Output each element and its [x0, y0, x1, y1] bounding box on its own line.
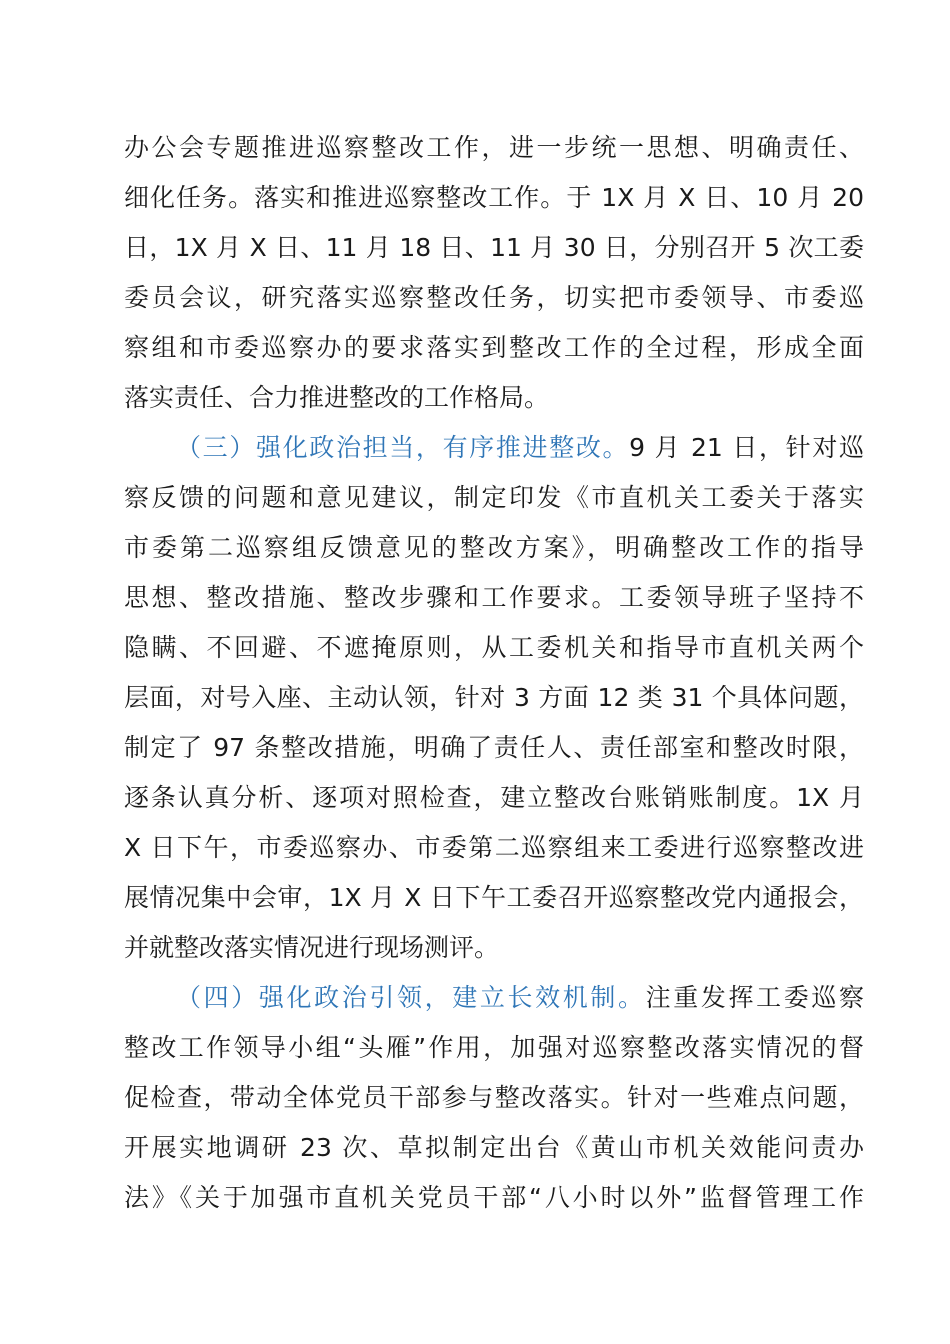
text-line: 委员会议，研究落实巡察整改任务，切实把市委领导、市委巡	[124, 283, 864, 312]
text-line: 隐瞒、不回避、不遮掩原则，从工委机关和指导市直机关两个	[124, 633, 864, 662]
text-line: 细化任务。落实和推进巡察整改工作。于 1X 月 X 日、10 月 20	[124, 183, 864, 212]
section-3-heading: （三）强化政治担当，有序推进整改。	[176, 433, 630, 462]
text-line: 办公会专题推进巡察整改工作，进一步统一思想、明确责任、	[124, 133, 864, 162]
section-3-first-line	[124, 423, 864, 473]
text-line: 思想、整改措施、整改步骤和工作要求。工委领导班子坚持不	[124, 583, 864, 612]
text-line: 逐条认真分析、逐项对照检查，建立整改台账销账制度。1X 月	[124, 783, 864, 812]
text-line: 开展实地调研 23 次、草拟制定出台《黄山市机关效能问责办	[124, 1133, 864, 1162]
text-line: 制定了 97 条整改措施，明确了责任人、责任部室和整改时限，	[124, 733, 864, 762]
text-line: 察组和市委巡察办的要求落实到整改工作的全过程，形成全面	[124, 333, 864, 362]
section-4-first-line	[124, 973, 864, 1023]
text-line: 并就整改落实情况进行现场测评。	[124, 933, 500, 962]
text-line: 层面，对号入座、主动认领，针对 3 方面 12 类 31 个具体问题，	[124, 683, 864, 712]
text-line: 日，1X 月 X 日、11 月 18 日、11 月 30 日，分别召开 5 次工委	[124, 233, 864, 262]
text-line: 展情况集中会审，1X 月 X 日下午工委召开巡察整改党内通报会，	[124, 883, 864, 912]
text-line: 市委第二巡察组反馈意见的整改方案》，明确整改工作的指导	[124, 533, 864, 562]
text-line: 法》《关于加强市直机关党员干部“八小时以外”监督管理工作	[124, 1183, 864, 1212]
text-line: 促检查，带动全体党员干部参与整改落实。针对一些难点问题，	[124, 1083, 864, 1112]
body-text	[124, 123, 864, 1223]
section-4-heading: （四）强化政治引领，建立长效机制。	[176, 983, 646, 1012]
section-4-first-line-text: 注重发挥工委巡察	[645, 983, 864, 1012]
text-line: 整改工作领导小组“头雁”作用，加强对巡察整改落实情况的督	[124, 1033, 864, 1062]
text-line: 察反馈的问题和意见建议，制定印发《市直机关工委关于落实	[124, 483, 864, 512]
section-3-first-line-text: 9 月 21 日，针对巡	[629, 433, 864, 462]
text-line: X 日下午，市委巡察办、市委第二巡察组来工委进行巡察整改进	[124, 833, 864, 862]
text-line: 落实责任、合力推进整改的工作格局。	[124, 383, 550, 412]
